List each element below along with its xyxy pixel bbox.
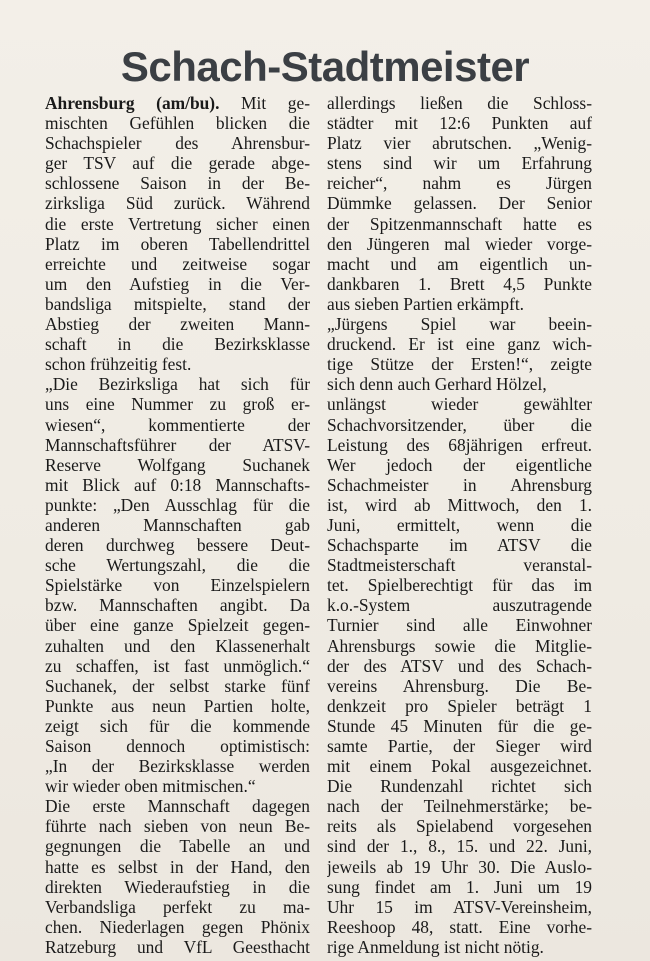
article-line: vereins Ahrensburg. Die Be- — [327, 675, 592, 696]
article-line: Wer jedoch der eigentliche — [327, 454, 592, 475]
article-line: Reeshoop 48, statt. Eine vorhe- — [327, 916, 592, 937]
article-first-line — [45, 93, 310, 113]
article-line: anderen Mannschaften gab — [45, 514, 310, 535]
article-line: chen. Niederlagen gegen Phönix — [45, 916, 310, 937]
article-line: Turnier sind alle Einwohner — [327, 615, 592, 636]
article-line: städter mit 12:6 Punkten auf — [327, 113, 592, 134]
article-line: ger TSV auf die gerade abge- — [45, 153, 310, 174]
article-line: Spielstärke von Einzelspielern — [45, 575, 310, 596]
article-line: reits als Spielabend vorgesehen — [327, 816, 592, 837]
article-line: nach der Teilnehmerstärke; be- — [327, 796, 592, 817]
article-line: Die Rundenzahl richtet sich — [327, 776, 592, 797]
article-line: punkte: „Den Ausschlag für die — [45, 494, 310, 515]
article-line: Reserve Wolfgang Suchanek — [45, 454, 310, 475]
article-line: samte Partie, der Sieger wird — [327, 736, 592, 756]
article-line: über eine ganze Spielzeit gegen- — [45, 615, 310, 636]
article-line: Stunde 45 Minuten für die ge- — [327, 715, 592, 736]
article-line: Uhr 15 im ATSV-Vereinsheim, — [327, 896, 592, 917]
article-line: schon frühzeitig fest. — [45, 354, 192, 375]
article-line: der des ATSV und des Schach- — [327, 655, 592, 676]
article-line: Schachspieler des Ahrensbur- — [45, 133, 310, 154]
article-line: jeweils ab 19 Uhr 30. Die Auslo- — [327, 856, 592, 877]
article-line: „Jürgens Spiel war beein- — [327, 314, 592, 335]
article-column-left — [45, 93, 310, 957]
article-line: „In der Bezirksklasse werden — [45, 756, 310, 777]
article-line: hatte es selbst in der Hand, den — [45, 856, 310, 877]
article-line: Mannschaftsführer der ATSV- — [45, 434, 310, 455]
article-line: zu schaffen, ist fast unmöglich.“ — [45, 655, 310, 676]
article-line: Verbandsliga perfekt zu ma- — [45, 896, 310, 917]
article-line: allerdings ließen die Schloss- — [327, 93, 592, 113]
article-line: Saison dennoch optimistisch: — [45, 736, 310, 756]
article-line: uns eine Nummer zu groß er- — [45, 394, 310, 415]
article-line: um den Aufstieg in die Ver- — [45, 273, 310, 294]
article-line: wiesen“, kommentierte der — [45, 414, 310, 435]
article-line: Suchanek, der selbst starke fünf — [45, 675, 310, 696]
article-line: Schachmeister in Ahrensburg — [327, 474, 592, 495]
article-line: Stadtmeisterschaft veranstal- — [327, 555, 592, 576]
article-line: Ratzeburg und VfL Geesthacht — [45, 936, 310, 957]
article-line: Dümmke gelassen. Der Senior — [327, 193, 592, 214]
article-line: sich denn auch Gerhard Hölzel, — [327, 374, 547, 395]
article-line: den Jüngeren mal wieder vorge- — [327, 233, 592, 254]
article-dateline: Ahrensburg (am/bu). — [45, 93, 220, 113]
article-line: tige Stütze der Ersten!“, zeigte — [327, 354, 592, 375]
article-line: Mit ge- — [219, 93, 310, 113]
article-line: die erste Vertretung sicher einen — [45, 213, 310, 234]
article-line: denkzeit pro Spieler beträgt 1 — [327, 695, 592, 716]
article-line: sche Wertungszahl, die die — [45, 555, 310, 576]
article-line: bandsliga mitspielte, stand der — [45, 293, 310, 314]
article-line: zeigt sich für die kommende — [45, 715, 310, 736]
article-line: mit Blick auf 0:18 Mannschafts- — [45, 474, 310, 495]
article-line: Schachsparte im ATSV die — [327, 535, 592, 556]
article-line: stens sind wir um Erfahrung — [327, 153, 592, 174]
article-line: zirksliga Süd zurück. Während — [45, 193, 310, 214]
article-line: unlängst wieder gewählter — [327, 394, 592, 415]
article-line: Juni, ermittelt, wenn die — [327, 514, 592, 535]
article-line: schlossene Saison in der Be- — [45, 173, 310, 194]
article-line: erreichte und zeitweise sogar — [45, 253, 310, 274]
article-line: sind der 1., 8., 15. und 22. Juni, — [327, 836, 592, 857]
article-line: rige Anmeldung ist nicht nötig. — [327, 936, 544, 957]
article-line: mischten Gefühlen blicken die — [45, 113, 310, 134]
article-line: aus sieben Partien erkämpft. — [327, 293, 525, 314]
article-headline: Schach-Stadtmeister — [120, 43, 530, 90]
article-line: druckend. Er ist eine ganz wich- — [327, 334, 592, 355]
article-line: reicher“, nahm es Jürgen — [327, 173, 592, 194]
article-line: ist, wird ab Mittwoch, den 1. — [327, 494, 592, 515]
article-line: gegnungen die Tabelle an und — [45, 836, 310, 857]
article-line: mit einem Pokal ausgezeichnet. — [327, 756, 592, 777]
article-line: deren durchweg bessere Deut- — [45, 535, 310, 556]
article-line: wir wieder oben mitmischen.“ — [45, 776, 256, 797]
article-line: Platz im oberen Tabellendrittel — [45, 233, 310, 254]
article-column-right — [327, 93, 592, 957]
article-line: „Die Bezirksliga hat sich für — [45, 374, 310, 395]
article-line: zuhalten und den Klassenerhalt — [45, 635, 310, 656]
article-line: Abstieg der zweiten Mann- — [45, 314, 310, 335]
article-line: Platz vier abrutschen. „Wenig- — [327, 133, 592, 154]
article-line: Punkte aus neun Partien holte, — [45, 695, 310, 716]
article-line: Ahrensburgs sowie die Mitglie- — [327, 635, 592, 656]
article-line: schaft in die Bezirksklasse — [45, 334, 310, 355]
article-line: tet. Spielberechtigt für das im — [327, 575, 592, 596]
article-line: führte nach sieben von neun Be- — [45, 816, 310, 837]
article-line: bzw. Mannschaften angibt. Da — [45, 595, 310, 616]
article-line: k.o.-System auszutragende — [327, 595, 592, 616]
article-line: der Spitzenmannschaft hatte es — [327, 213, 592, 234]
article-line: Die erste Mannschaft dagegen — [45, 796, 310, 817]
article-line: macht und am eigentlich un- — [327, 253, 592, 274]
article-line: sung findet am 1. Juni um 19 — [327, 876, 592, 897]
article-line: Schachvorsitzender, über die — [327, 414, 592, 435]
article-line: Leistung des 68jährigen erfreut. — [327, 434, 592, 455]
article-line: direkten Wiederaufstieg in die — [45, 876, 310, 897]
article-line: dankbaren 1. Brett 4,5 Punkte — [327, 273, 592, 294]
